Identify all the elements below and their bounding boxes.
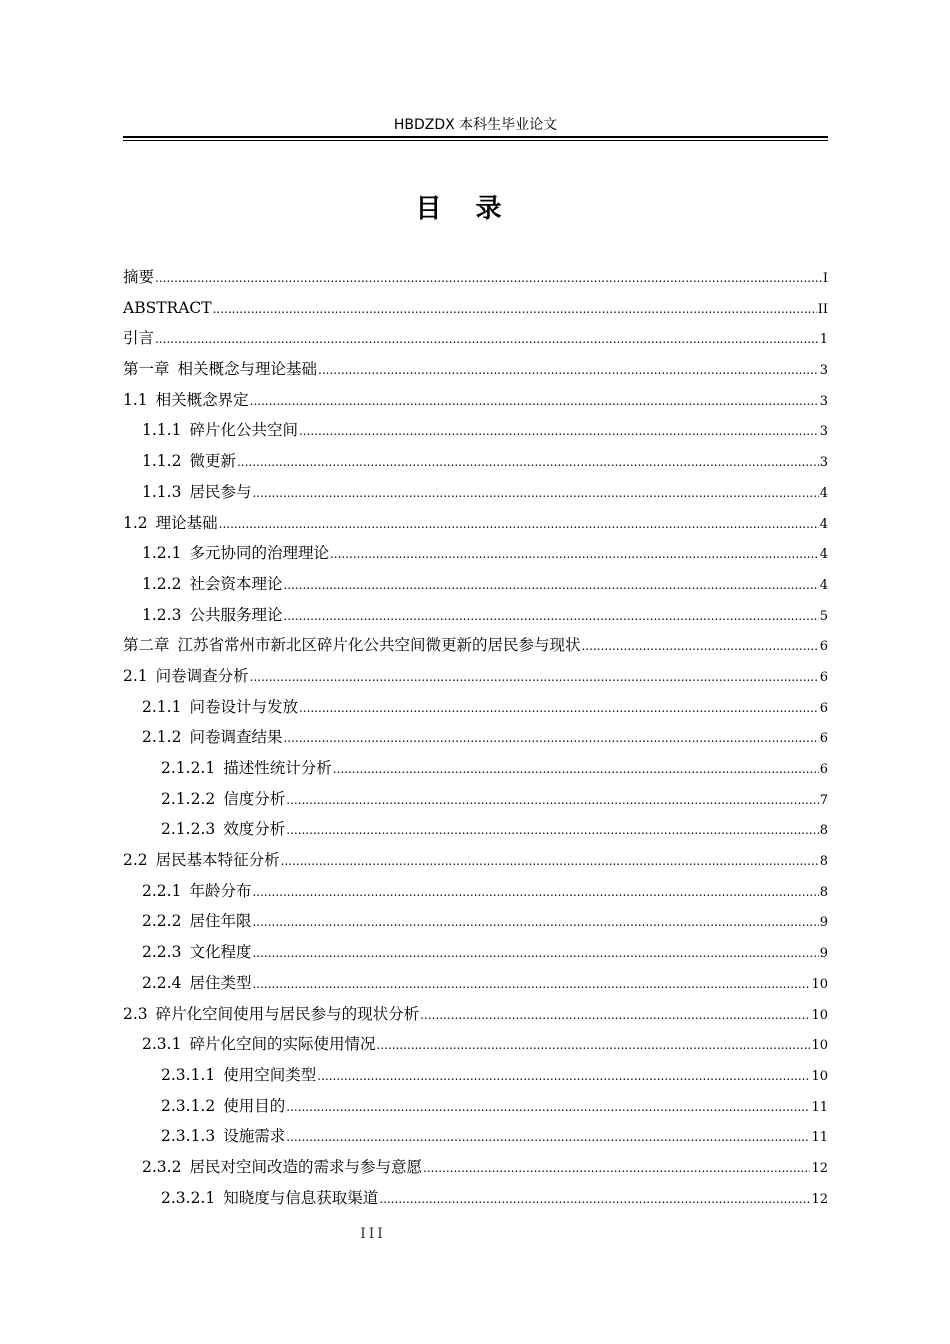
toc-entry-text: 相关概念与理论基础 [177,360,318,379]
toc-entry[interactable] [123,1091,828,1122]
toc-entry-text: 年龄分布 [189,881,252,900]
toc-entry-text: 设施需求 [223,1127,286,1146]
toc-dot-leader [582,631,819,662]
toc-entry-label [142,937,251,968]
toc-entry[interactable] [123,630,828,661]
toc-entry-page: 6 [819,669,828,685]
toc-entry-label [161,1060,316,1091]
toc-entry-page: I [822,271,828,286]
toc-entry-page: 5 [819,608,828,624]
toc-entry[interactable] [123,937,828,968]
toc-entry-text: 引言 [123,329,155,348]
toc-entry-number: 2.2.2 [142,912,182,931]
toc-entry-number: 第二章 [123,636,170,655]
toc-entry-label [123,354,317,385]
toc-entry-page: 7 [819,792,828,808]
toc-entry-label [161,1183,378,1214]
toc-entry-page: 12 [811,1191,828,1207]
toc-entry-number: 1.1.3 [142,482,182,501]
toc-entry-page: 1 [819,332,828,348]
toc-entry[interactable] [123,845,828,876]
toc-entry-text: 信度分析 [223,789,286,808]
toc-entry-page: 8 [819,823,828,839]
toc-entry-page: 4 [819,577,828,593]
toc-entry-page: 3 [819,424,828,440]
toc-entry-text: 居民对空间改造的需求与参与意愿 [189,1157,422,1176]
toc-entry-text: 社会资本理论 [189,574,283,593]
toc-entry-text: 描述性统计分析 [223,759,332,777]
toc-entry[interactable] [123,600,828,631]
toc-entry-label [123,508,218,539]
toc-entry-number: 2.1.1 [142,697,182,716]
toc-entry-number: 1.1.1 [142,421,182,440]
toc-entry-number: 2.1.2.3 [161,820,216,839]
toc-entry[interactable] [123,385,828,416]
toc-entry-page: 6 [819,762,828,777]
toc-entry[interactable] [123,692,828,723]
toc-dot-leader [250,662,819,693]
toc-entry-label [161,814,285,845]
toc-entry-label [142,477,251,508]
toc-entry-label [123,661,249,692]
toc-entry-label [142,446,236,477]
toc-entry-text: 效度分析 [223,820,286,839]
toc-entry-text: 碎片化空间使用与居民参与的现状分析 [155,1004,420,1023]
toc-entry[interactable] [123,323,828,354]
toc-entry-label [123,845,280,876]
toc-entry[interactable] [123,722,828,753]
toc-entry-page: 8 [819,884,828,900]
toc-entry-number: 2.1.2.2 [161,789,216,808]
toc-entry-label [142,569,282,600]
toc-entry[interactable] [123,1121,828,1152]
toc-dot-leader [283,723,818,754]
toc-entry-number: 2.1.2 [142,728,182,747]
toc-entry-label [142,906,251,937]
toc-entry-page: 3 [819,455,828,471]
toc-dot-leader [283,601,818,632]
toc-entry-page: 11 [811,1130,828,1146]
page-header: HBDZDX 本科生毕业论文 [393,117,558,133]
toc-entry-text: 知晓度与信息获取渠道 [223,1188,379,1207]
toc-entry-page: 3 [819,363,828,379]
toc-dot-leader [237,447,819,478]
toc-entry-page: 10 [811,1068,828,1084]
toc-entry[interactable] [123,477,828,508]
toc-entry-number: 1.1.2 [142,452,182,471]
toc-entry-text: 居住类型 [189,973,252,992]
toc-entry-label [142,1029,375,1060]
toc-entry-label [161,1091,285,1122]
toc-dot-leader [379,1184,810,1215]
toc-entry-text: 使用空间类型 [223,1065,317,1084]
toc-entry-page: 11 [811,1099,828,1115]
page-title: 目录 [415,194,536,224]
toc-entry[interactable] [123,415,828,446]
toc-entry[interactable] [123,876,828,907]
toc-entry-text: 理论基础 [155,513,218,532]
toc-entry-number: 2.2.4 [142,973,182,992]
toc-entry-page: 10 [811,1038,828,1054]
toc-entry-label [142,722,282,753]
toc-entry[interactable] [123,999,828,1030]
toc-entry[interactable] [123,753,828,784]
toc-dot-leader [286,1122,810,1153]
toc-dot-leader [252,969,810,1000]
toc-entry-text: ABSTRACT [123,298,212,317]
toc-entry-text: 居住年限 [189,912,252,931]
toc-entry-page: 8 [819,854,828,870]
toc-dot-leader [213,294,817,325]
toc-entry-text: 碎片化空间的实际使用情况 [189,1035,376,1054]
toc-entry-number: 2.2.1 [142,881,182,900]
toc-dot-leader [333,754,819,785]
toc-entry-page: II [817,301,828,317]
toc-entry-page: 6 [819,700,828,716]
header-rule-thin [123,140,828,141]
toc-entry[interactable] [123,446,828,477]
toc-entry-page: 9 [819,915,828,931]
toc-entry[interactable] [123,508,828,539]
toc-entry[interactable] [123,814,828,845]
toc-entry-page: 10 [811,976,828,992]
page-number: III [360,1226,386,1242]
toc-entry-text: 问卷调查结果 [189,728,283,747]
toc-entry[interactable] [123,1152,828,1183]
toc-dot-leader [423,1153,810,1184]
toc-entry[interactable] [123,262,828,293]
toc-dot-leader [252,478,818,509]
toc-entry-label [142,876,251,907]
toc-entry-label [142,538,329,569]
toc-dot-leader [376,1030,810,1061]
toc-dot-leader [252,877,818,908]
toc-entry-text: 居民参与 [189,482,252,501]
toc-entry-text: 问卷调查分析 [155,666,249,685]
toc-entry-number: 2.3.1.1 [161,1065,216,1084]
toc-entry-text: 文化程度 [189,943,252,962]
toc-entry-number: 2.3.1 [142,1035,182,1054]
toc-entry-label [161,784,285,815]
toc-entry-label [142,600,282,631]
toc-entry-number: 2.2.3 [142,943,182,962]
toc-dot-leader [286,1092,810,1123]
toc-entry-number: 1.2.1 [142,544,182,563]
table-of-contents [123,262,828,1213]
toc-dot-leader [155,324,819,355]
toc-entry[interactable] [123,1183,828,1214]
toc-entry[interactable] [123,354,828,385]
toc-entry-text: 微更新 [189,452,236,471]
toc-entry[interactable] [123,661,828,692]
toc-entry-number: 2.3.1.3 [161,1127,216,1146]
toc-entry-label [142,692,298,723]
toc-entry[interactable] [123,569,828,600]
toc-dot-leader [252,938,818,969]
toc-entry-text: 江苏省常州市新北区碎片化公共空间微更新的居民参与现状 [177,636,581,655]
toc-entry-number: 1.2.2 [142,574,182,593]
toc-entry-page: 9 [819,946,828,962]
toc-entry[interactable] [123,538,828,569]
toc-entry-number: 2.3.2.1 [161,1188,216,1207]
toc-entry-number: 2.1.2.1 [161,759,216,777]
toc-entry-page: 4 [819,485,828,501]
toc-entry-page: 4 [819,516,828,532]
toc-dot-leader [281,846,819,877]
toc-entry-page: 6 [819,731,828,747]
toc-entry-label [142,415,298,446]
toc-entry-text: 摘要 [123,268,155,286]
toc-entry-text: 碎片化公共空间 [189,421,298,440]
toc-entry-number: 2.3 [123,1004,148,1023]
toc-entry-label [161,753,332,784]
toc-dot-leader [317,1061,810,1092]
toc-entry-label [142,968,251,999]
toc-entry-label [161,1121,285,1152]
toc-dot-leader [330,539,819,570]
toc-entry-page: 3 [819,393,828,409]
toc-entry-text: 多元协同的治理理论 [189,544,329,563]
toc-dot-leader [286,785,818,816]
toc-entry-label [123,385,249,416]
toc-dot-leader [283,570,818,601]
toc-dot-leader [299,416,819,447]
toc-dot-leader [219,509,819,540]
toc-entry-page: 12 [811,1160,828,1176]
toc-entry-text: 问卷设计与发放 [189,697,298,716]
toc-entry-page: 4 [819,547,828,563]
toc-dot-leader [299,693,819,724]
toc-entry[interactable] [123,784,828,815]
toc-dot-leader [155,263,822,294]
toc-dot-leader [318,355,819,386]
toc-entry[interactable] [123,1060,828,1091]
toc-entry-text: 居民基本特征分析 [155,851,280,870]
toc-dot-leader [252,907,818,938]
toc-entry[interactable] [123,293,828,324]
toc-entry-number: 2.2 [123,851,148,870]
toc-dot-leader [286,815,818,846]
toc-entry-label [123,323,154,354]
header-rule-thick [123,136,828,138]
toc-entry-text: 公共服务理论 [189,605,283,624]
toc-entry-page: 10 [811,1007,828,1023]
toc-dot-leader [250,386,819,417]
toc-entry-number: 第一章 [123,360,170,379]
toc-entry-page: 6 [819,639,828,655]
toc-entry-label [123,999,419,1030]
toc-entry-text: 相关概念界定 [155,390,249,409]
toc-entry-label [123,293,212,324]
toc-entry-number: 1.2.3 [142,605,182,624]
toc-dot-leader [420,1000,810,1031]
toc-entry-number: 2.3.1.2 [161,1096,216,1115]
toc-entry[interactable] [123,968,828,999]
toc-entry-number: 2.1 [123,666,148,685]
toc-entry-label [123,262,154,293]
toc-entry-number: 1.2 [123,513,148,532]
toc-entry-text: 使用目的 [223,1096,286,1115]
toc-entry-label [142,1152,422,1183]
toc-entry[interactable] [123,1029,828,1060]
toc-entry-number: 2.3.2 [142,1157,182,1176]
toc-entry-label [123,630,581,661]
toc-entry-number: 1.1 [123,390,148,409]
toc-entry[interactable] [123,906,828,937]
